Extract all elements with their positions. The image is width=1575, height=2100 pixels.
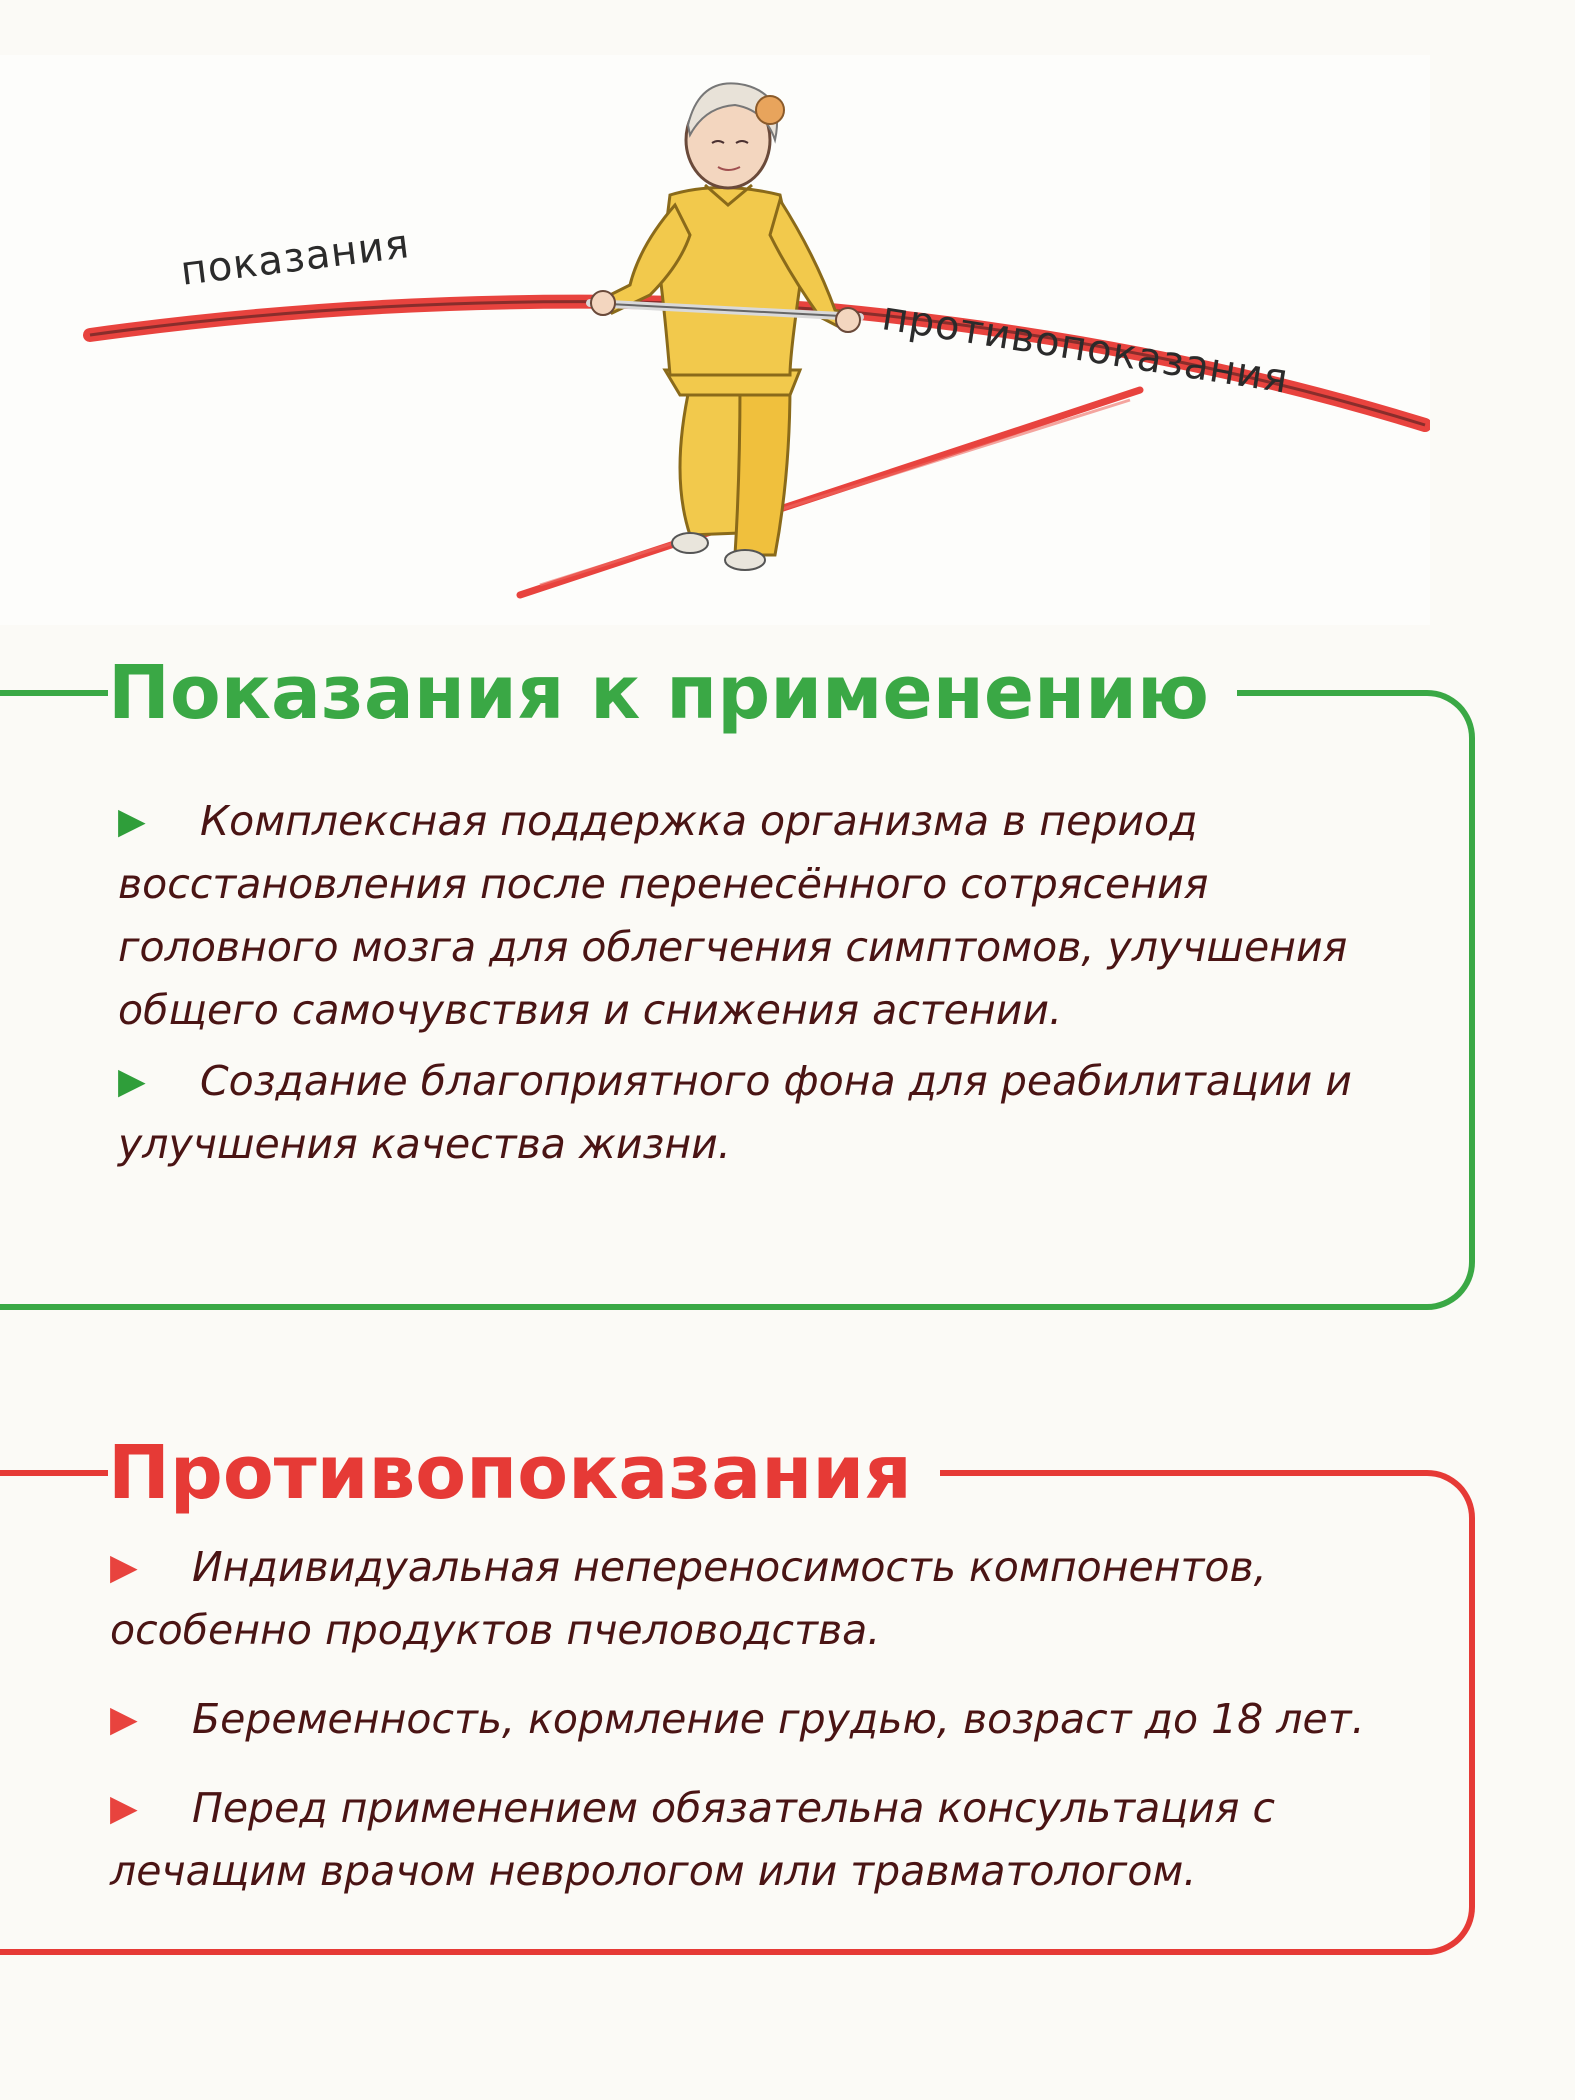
triangle-bullet-icon: ▶ [118, 1061, 146, 1102]
indications-list [118, 790, 1398, 1176]
list-item: ▶ Перед применением обязательна консультация с лечащим врачом неврологом или травматологом. [110, 1777, 1450, 1903]
contraindications-title: Противопоказания [108, 1436, 940, 1510]
label-indications: показания [178, 221, 413, 295]
triangle-bullet-icon: ▶ [110, 1547, 138, 1588]
list-item: ▶ Комплексная поддержка организма в период восстановления после перенесённого сотрясения головного мозга для облегчения симптомов, улучшения общего самочувствия и снижения астении. [118, 790, 1398, 1042]
contraindications-list [110, 1536, 1450, 1903]
triangle-bullet-icon: ▶ [110, 1699, 138, 1740]
tightrope-illustration [0, 55, 1430, 625]
triangle-bullet-icon: ▶ [118, 801, 146, 842]
tightrope-drawing [0, 55, 1430, 625]
list-item: ▶ Индивидуальная непереносимость компонентов, особенно продуктов пчеловодства. [110, 1536, 1450, 1662]
triangle-bullet-icon: ▶ [110, 1788, 138, 1829]
list-item: ▶ Создание благоприятного фона для реабилитации и улучшения качества жизни. [118, 1050, 1398, 1176]
indications-title: Показания к применению [108, 656, 1237, 730]
label-contraindications: противопоказания [878, 293, 1292, 403]
list-item: ▶ Беременность, кормление грудью, возраст до 18 лет. [110, 1688, 1450, 1751]
